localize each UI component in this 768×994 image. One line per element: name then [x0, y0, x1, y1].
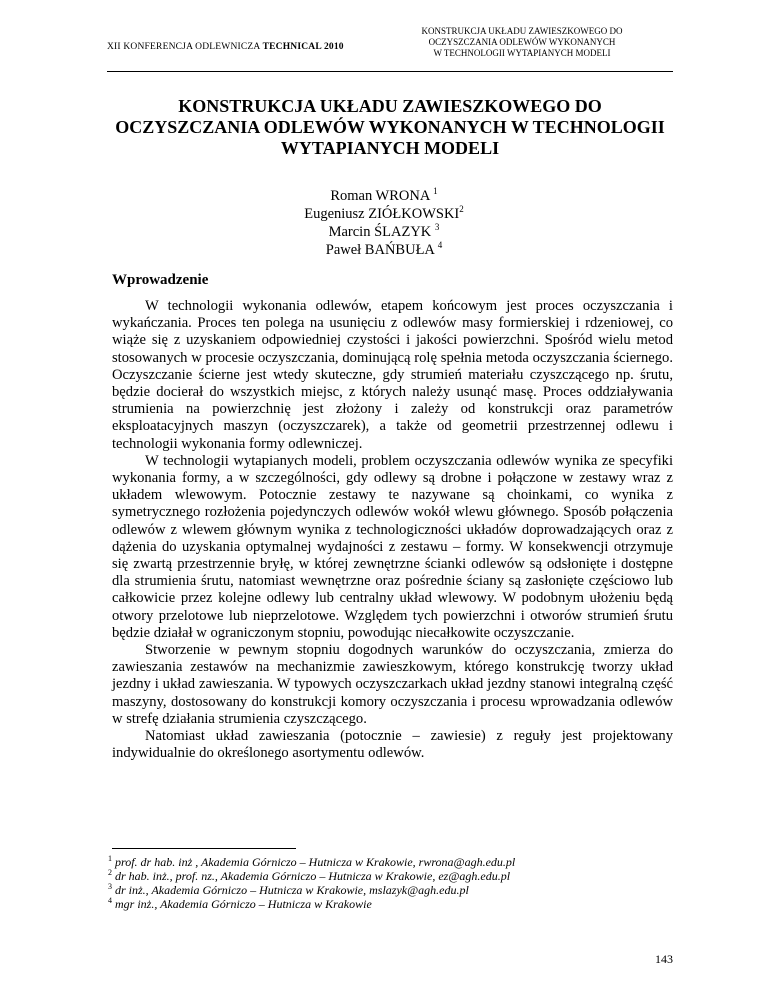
author: Marcin ŚLAZYK $^3$ [328, 222, 440, 240]
author: Roman WRONA $^1$ [330, 186, 438, 204]
footnote: $^2$ dr hab. inż., prof. nz., Akademia Górniczo – Hutnicza w Krakowie, ez@agh.edu.pl [108, 868, 511, 883]
footnote-divider [112, 848, 296, 849]
body-text [112, 298, 673, 762]
footnote: $^3$ dr inż., Akademia Górniczo – Hutnicza w Krakowie, mslazyk@agh.edu.pl [108, 882, 469, 897]
conference-bold: TECHNICAL 2010 [262, 42, 344, 52]
running-header-left [107, 42, 344, 52]
running-header-right [372, 26, 672, 59]
paragraph: W technologii wykonania odlewów, etapem końcowym jest proces oczyszczania i wykańczania. Proces ten polega na usunięciu z odlewów masy formierskiej i rdzeniowej, co wiąże się z uzyskaniem odpowiedniej czystości i jakości powierzchni. Spośród wielu metod stosowanych w procesie oczyszczania, dominującą rolę spełnia metoda oczyszczania ściernego. Oczyszczanie ścierne jest wtedy skuteczne, gdy strumień materiału czyszczącego np. śrutu, będzie docierał do wszystkich miejsc, z których należy usunąć masę. Proces oddziaływania strumienia na powierzchnię jest złożony i zależy od konstrukcji oraz parametrów eksploatacyjnych maszyn (oczyszczarek), a także od geometrii przestrzennej odlewu i technologii wykonania formy odlewniczej. [112, 298, 673, 452]
title-line: OCZYSZCZANIA ODLEWÓW WYKONANYCH W TECHNOLOGII [115, 117, 665, 137]
title-line: KONSTRUKCJA UKŁADU ZAWIESZKOWEGO DO [178, 96, 602, 116]
section-heading: Wprowadzenie [112, 272, 209, 288]
title-line: WYTAPIANYCH MODELI [280, 138, 500, 158]
footnote: $^1$ prof. dr hab. inż , Akademia Górniczo – Hutnicza w Krakowie, rwrona@agh.edu.pl [108, 854, 516, 869]
running-title-line: OCZYSZCZANIA ODLEWÓW WYKONANYCH [428, 37, 616, 47]
header-divider [107, 71, 673, 72]
conference-name: XII KONFERENCJA ODLEWNICZA [107, 42, 260, 52]
paper-title [100, 96, 680, 159]
footnote: $^4$ mgr inż., Akademia Górniczo – Hutnicza w Krakowie [108, 896, 372, 911]
footnotes [108, 855, 515, 911]
paragraph: W technologii wytapianych modeli, problem oczyszczania odlewów wynika ze specyfiki wykonania formy, a w szczególności, gdy odlewy są drobne i połączone w zestawy wraz z układem wlewowym. Potocznie zestawy te nazywane są choinkami, co wynika z symetrycznego rozłożenia pojedynczych odlewów wokół wlewu głównego. Sposób połączenia odlewów z wlewem głównym wynika z technologiczności układów doprowadzających oraz z dążenia do uzyskania optymalnej wydajności z zestawu – formy. W konsekwencji otrzymuje się zwartą przestrzennie bryłę, w której zewnętrzne ścianki odlewów są odsłonięte i dostępne dla strumienia śrutu, natomiast wewnętrzne oraz pośrednie ściany są zasłonięte częściowo lub całkowicie przez kolejne odlewy lub centralny układ wlewowy. W podobnym ułożeniu będą otwory przelotowe lub nieprzelotowe. Względem tych powierzchni i otworów strumień śrutu będzie działał w ograniczonym stopniu, powodując niecałkowite oczyszczanie. [112, 452, 673, 641]
page-number: 143 [655, 952, 673, 966]
author: Paweł BAŃBUŁA $^4$ [325, 240, 443, 258]
author-list [0, 187, 768, 259]
running-title-line: KONSTRUKCJA UKŁADU ZAWIESZKOWEGO DO [421, 26, 623, 36]
author: Eugeniusz ZIÓŁKOWSKI$^2$ [304, 204, 464, 222]
running-title-line: W TECHNOLOGII WYTAPIANYCH MODELI [433, 48, 611, 58]
paragraph: Stworzenie w pewnym stopniu dogodnych warunków do oczyszczania, zmierza do zawieszania zestawów na mechanizmie zawieszkowym, którego konstrukcję tworzy układ jezdny i układ zawieszania. W typowych oczyszczarkach układ jezdny stanowi integralną część maszyny, dostosowany do konstrukcji komory oczyszczania i procesu wprowadzania odlewów w strefę działania strumienia czyszczącego. [112, 642, 673, 727]
paragraph: Natomiast układ zawieszania (potocznie – zawiesie) z reguły jest projektowany indywidualnie do określonego asortymentu odlewów. [112, 728, 673, 762]
